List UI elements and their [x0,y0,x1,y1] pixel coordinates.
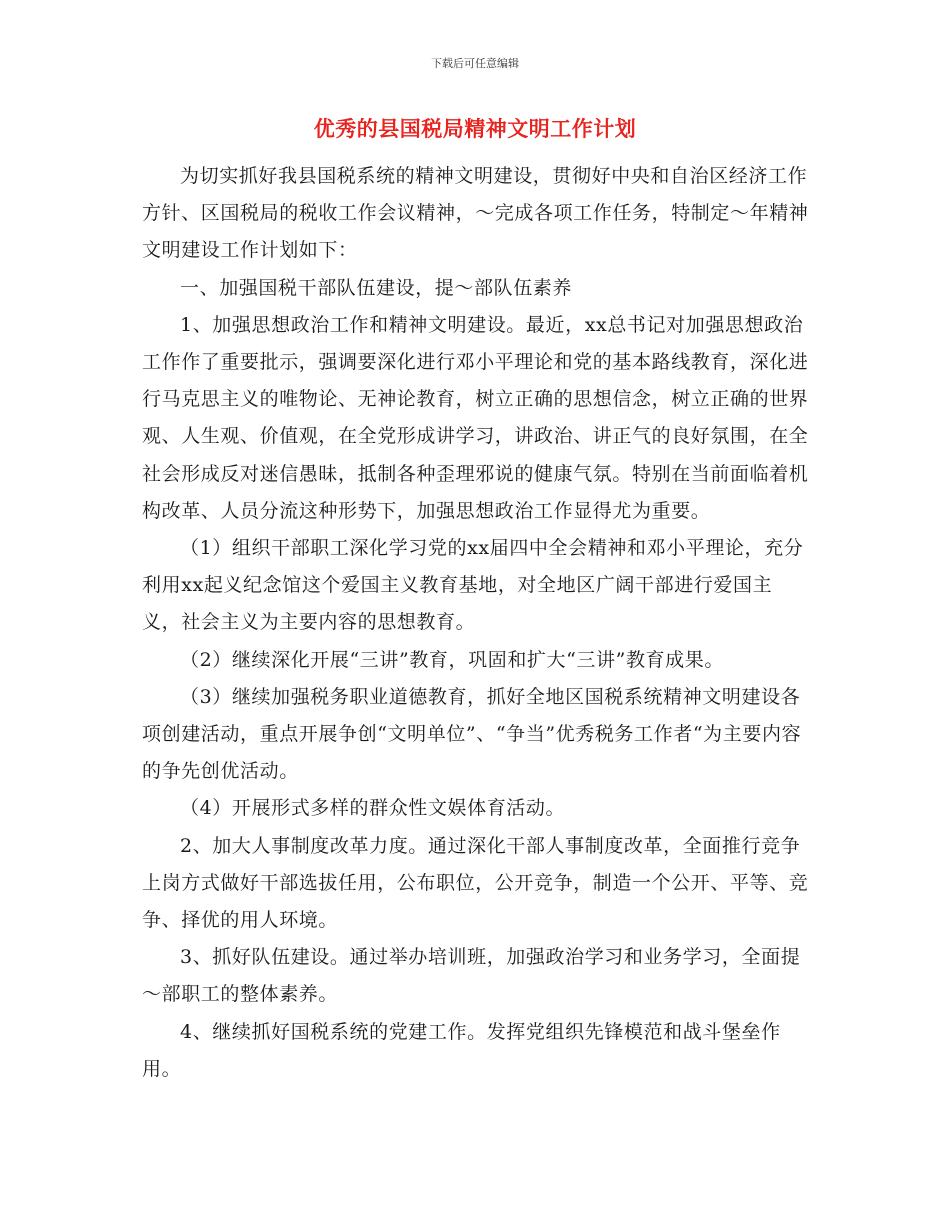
paragraph-intro: 为切实抓好我县国税系统的精神文明建设，贯彻好中央和自治区经济工作方针、区国税局的税收工作会议精神，～完成各项工作任务，特制定～年精神文明建设工作计划如下： [142,165,809,262]
paragraph-subitem-1: （1）组织干部职工深化学习党的xx届四中全会精神和邓小平理论，充分利用xx起义纪念馆这个爱国主义教育基地，对全地区广阔干部进行爱国主义，社会主义为主要内容的思想教育。 [142,537,804,634]
section-heading-1: 一、加强国税干部队伍建设，提～部队伍素养 [180,276,573,299]
paragraph-subitem-2: （2）继续深化开展“三讲”教育，巩固和扩大“三讲”教育成果。 [180,648,724,671]
paragraph-subitem-4: （4）开展形式多样的群众性文娱体育活动。 [180,797,566,820]
paragraph-item-3: 3、抓好队伍建设。通过举办培训班，加强政治学习和业务学习，全面提～部职工的整体素养。 [142,946,801,1006]
paragraph-item-1: 1、加强思想政治工作和精神文明建设。最近，xx总书记对加强思想政治工作作了重要批示，强调要深化进行邓小平理论和党的基本路线教育，深化进行马克思主义的唯物论、无神论教育，树立正确的思想信念，树立正确的世界观、人生观、价值观，在全党形成讲学习，讲政治、讲正气的良好氛围，在全社会形成反对迷信愚昧，抵制各种歪理邪说的健康气氛。特别在当前面临着机构改革、人员分流这种形势下，加强思想政治工作显得尤为重要。 [142,313,809,522]
document-title: 优秀的县国税局精神文明工作计划 [313,117,637,141]
paragraph-item-4: 4、继续抓好国税系统的党建工作。发挥党组织先锋模范和战斗堡垒作用。 [142,1020,781,1080]
page-header-note: 下载后可任意编辑 [431,57,519,70]
paragraph-subitem-3: （3）继续加强税务职业道德教育，抓好全地区国税系统精神文明建设各项创建活动，重点开展争创“文明单位”、“争当”优秀税务工作者“为主要内容的争先创优活动。 [142,685,802,783]
document-body [142,158,810,1088]
paragraph-item-2: 2、加大人事制度改革力度。通过深化干部人事制度改革，全面推行竞争上岗方式做好干部选拔任用，公布职位，公开竞争，制造一个公开、平等、竞争、择优的用人环境。 [142,834,809,932]
